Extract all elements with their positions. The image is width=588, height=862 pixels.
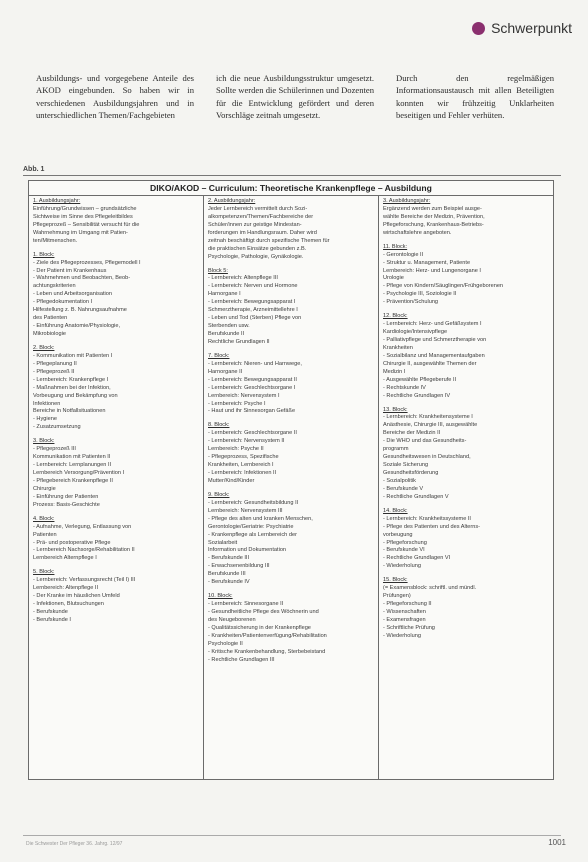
block-line: Gerontologie/Geriatrie: Psychiatrie [208,523,294,530]
block-line: - Hygiene [33,416,57,423]
block-line: - Lernbereich: Nervensystem II [208,438,285,445]
block-title: 1. Ausbildungsjahr: [33,198,81,204]
curriculum-block [208,492,374,587]
block-title: 2. Ausbildungsjahr: [208,198,256,204]
block-line: - Die WHO und das Gesundheits- [383,438,467,445]
block-line: alkompetenzen/Themen/Fachbereiche der [208,213,314,220]
block-line: - Lernbereich: Sinnesorgane II [208,601,284,608]
block-line: - Berufskunde III [208,555,250,562]
block-line: - Berufskunde VI [383,547,425,554]
block-line: Pflegeforschung, Krankenhaus-Betriebs- [383,221,484,228]
curriculum-block [208,268,374,347]
block-line: - Rechtliche Grundlagen V [383,493,449,500]
block-line: Prozess: Basis-Geschichte [33,501,100,508]
block-line: Bereiche in Notfallsituationen [33,408,106,415]
block-line: Medizin I [383,368,406,375]
block-title: 5. Block: [33,569,55,576]
block-line: - Maßnahmen bei der Infektion, [33,384,111,391]
curriculum-block [33,345,199,432]
block-line: wählte Bereiche der Medizin, Prävention, [383,213,485,220]
block-line: Lernbereich: Altenpflege II [33,585,98,592]
block-line: - Pflegeforschung II [383,601,432,608]
block-line: - Wissenschaften [383,609,426,615]
block-line: zeitnah beschäftigt durch spezifische Themen für [208,237,330,244]
block-line: - Leben und Arbeitsorganisation [33,291,112,298]
block-line: - Pflegeprozeß II [33,368,75,375]
block-line: - Ausgewählte Pflegeberufe II [383,376,457,383]
block-line: - Berufskunde I [33,616,71,623]
block-line: - Struktur u. Management, Patiente [383,259,471,266]
curriculum-block [383,313,549,400]
block-line: Schmerztherapie, Arzneimittellehre I [208,307,298,314]
block-title: 9. Block: [208,491,230,498]
block-line: - Pflegeprozess, Spezifische [208,454,279,461]
block-line: - Gerontologie II [383,251,424,258]
block-line: - Leben und Tod (Sterben) Pflege von [208,315,302,322]
block-line: - Krankenpflege als Lernbereich der [208,531,297,538]
block-line: - Einführung Anatomie/Physiologie, [33,323,121,330]
block-title: 14. Block: [383,507,408,514]
block-line: - Erwachsenenbildung III [208,563,270,570]
block-line: - Berufskunde V [383,485,424,492]
block-line: forderungen im Handlungsraum. Daher wird [208,229,317,236]
block-line: Chirurgie II, ausgewählte Themen der [383,360,477,367]
section-dot-icon [472,22,485,35]
block-line: Information und Dokumentation [208,547,287,554]
block-line: Anästhesie, Chirurgie III, ausgewählte [383,422,478,429]
block-line: des Patienten [33,315,68,322]
page-footer [26,838,566,847]
block-line: - Schriftliche Prüfung [383,624,435,631]
block-line: - Pflegeforschung [383,539,427,546]
block-line: Jeder Lernbereich vermittelt durch Sozi- [208,205,308,212]
block-line: - Pflegebereich Krankenpflege II [33,477,113,484]
curriculum-block [33,569,199,625]
column-year-1 [29,196,203,779]
block-line: Infektionen [33,400,61,407]
block-line: - Berufskunde [33,609,68,615]
block-title: 2. Block: [33,344,55,351]
journal-name: Die Schwester Der Pfleger 36. Jahrg. 12/97 [26,841,123,847]
column-year-3 [378,196,553,779]
curriculum-table [28,180,554,780]
block-line: Lernbereich: Nervensystem III [208,507,283,514]
block-line: Pflegeprozeß – Sensibilität versucht für die [33,221,140,228]
section-tag [472,20,572,36]
block-line: Urologie [383,275,404,282]
block-line: wirtschaftslehre angeboten. [383,229,452,236]
curriculum-block [383,244,549,308]
block-line: - Einführung der Patienten [33,493,99,500]
block-line: - Gesundheitliche Pflege des Wöchnerin und [208,609,319,615]
block-line: Sichtweise im Sinne des Pflegeleitbildes [33,213,133,220]
block-line: - Haut und ihr Sinnesorgan Gefäße [208,408,296,415]
block-line: - Pflege des alten und kranken Menschen, [208,515,313,522]
block-line: - Rechtliche Grundlagen III [208,656,275,663]
block-line: - Prävention/Schulung [383,299,439,306]
column-year-2 [203,196,378,779]
block-line: - Wiederholung [383,632,421,639]
block-line: Lernbereich Alternpflege I [33,555,97,562]
block-line: Chirurgie [33,485,56,492]
block-line: - Lernbereich: Krankheitssysteme II [383,515,471,522]
block-title: 4. Block: [33,515,55,522]
block-line: programm [383,446,409,453]
block-line: - Aufnahme, Verlegung, Entlassung von [33,523,132,530]
intro-column-1: Ausbildungs- und vorgegebene Anteile des AKOD eingebunden. So haben wir in verschiedenen Ausbildungsjahren und in unterschiedlichen Themen/Fachgebieten [36,73,194,121]
block-line: Vorbeugung und Bekämpfung von [33,392,118,399]
curriculum-block [208,353,374,417]
block-line: Mikrobiologie [33,331,66,337]
block-line: Lernbereich: Herz- und Lungenorgane I [383,267,481,274]
block-line: - Lernbereich: Geschlechtsorgane I [208,384,296,391]
curriculum-title: DIKO/AKOD – Curriculum: Theoretische Krankenpflege – Ausbildung [29,181,553,196]
block-line: Rechtliche Grundlagen II [208,338,270,345]
block-line: - Berufskunde IV [208,579,250,586]
curriculum-block [208,198,374,262]
curriculum-block [33,516,199,564]
block-line: Gesundheitswesen in Deutschland, [383,454,471,461]
block-line: - Rechtskunde IV [383,384,426,391]
block-line: Kardiologie/Intensivpflege [383,329,448,336]
block-line: - Lernbereich: Gesundheitsbildung II [208,499,299,506]
block-title: 11. Block: [383,243,408,250]
figure-label: Abb. 1 [23,166,45,173]
block-line: Einführung/Grundwissen – grundsätzliche [33,205,137,212]
intro-column-3: Durch den regelmäßigen Informationsaustausch mit allen Beteiligten konnten wir frühzeitig Unklarheiten beseitigen und Fehler verhüten. [396,73,554,121]
block-line: achtungskriterien [33,283,76,290]
block-line: - Pflegeplanung II [33,360,77,367]
intro-column-2: ich die neue Ausbildungsstruktur umgesetzt. Sollte werden die Schülerinnen und Dozenten für die Entwicklung gefördert und deren Vorschläge zeitnah umgesetzt. [216,73,374,121]
block-title: 7. Block: [208,352,230,359]
block-title: 10. Block: [208,593,233,600]
block-line: Berufskunde III [208,571,246,578]
block-line: - Kommunikation mit Patienten I [33,352,113,359]
block-line: - Wahrnehmen und Beobachten, Beob- [33,275,131,282]
block-line: - Lernbereich: Altenpflege III [208,275,278,282]
block-title: 13. Block: [383,406,408,413]
block-line: Harnorgane I [208,291,241,298]
block-title: 8. Block: [208,422,230,429]
block-line: Sozialarbeit [208,539,238,546]
block-line: - Lernbereich: Infektionen II [208,470,277,476]
block-line: - Lernbereich: Herz- und Gefäßsystem I [383,321,482,328]
block-line: - Examensfragen [383,616,426,623]
block-line: - Kritische Krankenbehandlung, Sterbebeistand [208,648,326,655]
block-line: - Lernbereich: Krankheitensysteme I [383,414,473,421]
block-line: - Lernbereich: Krankenpflege I [33,376,109,383]
block-line: Patienten [33,531,57,538]
block-line: - Lernbereich: Geschlechtsorgane II [208,430,297,437]
curriculum-block [383,508,549,572]
block-line: - Pflegedokumentation I [33,299,93,306]
curriculum-block [33,438,199,509]
block-line: - Lernbereich: Bewegungsapparat II [208,376,297,383]
block-line: ten/Mitmenschen. [33,237,78,244]
curriculum-block [383,577,549,641]
block-line: Mutter/Kind/Kinder [208,477,255,484]
block-title: 15. Block: [383,577,408,584]
block-line: - Lernbereich: Nerven und Hormone [208,283,298,290]
block-line: - Lernbereich: Bewegungsapparat I [208,299,296,306]
block-line: Kommunikation mit Patienten II [33,454,111,461]
block-line: Bereiche der Medizin II [383,430,441,437]
block-line: - Pflege von Kindern/Säuglingen/Frühgeborenen [383,283,504,290]
block-line: - Lernbereich Nachsorge/Rehabilitation II [33,547,135,554]
block-title: Block 5: [208,267,228,274]
block-line: Schüler/innen zur geistige Mindestan- [208,221,302,228]
curriculum-block [208,593,374,664]
block-line: - Rechtliche Grundlagen VI [383,555,451,562]
section-label: Schwerpunkt [491,20,572,36]
footer-rule [23,835,561,836]
curriculum-block [208,422,374,486]
block-line: - Lernbereich: Psyche I [208,400,266,407]
block-line: Lernbereich Versorgung/Prävention I [33,470,125,476]
block-line: - Palliativpflege und Schmerztherapie von [383,337,487,343]
intro-text [36,72,556,122]
block-line: Krankheiten, Lernbereich I [208,462,274,469]
block-line: - Lernbereich: Verfassungsrecht (Teil I) III [33,577,136,584]
block-line: Gesundheitsförderung [383,470,439,476]
block-line: Sterbenden usw. [208,323,250,330]
block-line: - Prä- und postoperative Pflege [33,539,111,546]
page-number: 1001 [548,838,566,847]
block-line: Lernbereich: Psyche II [208,446,264,453]
block-line: - Zusatzumsetzung [33,424,81,431]
curriculum-block [33,252,199,339]
block-line: Berufskunde II [208,331,245,337]
block-line: - Lernbereich: Lernplanungen II [33,462,112,469]
block-line: - Sozialbilanz und Managementaufgaben [383,352,485,359]
block-line: - Pflegeprozeß III [33,446,76,453]
block-title: 3. Block: [33,438,55,445]
block-line: Harnorgane II [208,368,243,375]
block-line: Psychologie, Pathologie, Gynäkologie. [208,253,304,260]
block-line: - Pflege des Patienten und des Alterns- [383,523,481,530]
block-title: 12. Block: [383,313,408,320]
block-line: - Der Kranke im häuslichen Umfeld [33,593,120,600]
block-line: Wahrnehmung im Umgang mit Patien- [33,229,128,236]
block-line: Prüfungen) [383,593,411,600]
block-line: Psychologie II [208,640,243,647]
block-line: Soziale Sicherung [383,462,429,469]
block-line: Lernbereich: Nervensystem I [208,392,280,399]
block-line: - Sozialpolitik [383,477,416,484]
block-line: - Der Patient im Krankenhaus [33,267,107,274]
block-line: - Wiederholung [383,563,421,570]
figure-rule [23,175,561,176]
block-line: - Ziele des Pflegeprozesses, Pflegemodell I [33,259,141,266]
block-line: - Qualitätssicherung in der Krankenpflege [208,624,311,631]
block-line: Hilfestellung z. B. Nahrungsaufnahme [33,307,127,314]
block-line: Ergänzend werden zum Beispiel ausge- [383,205,482,212]
block-line: - Krankheiten/Patientenverfügung/Rehabilitation [208,632,327,639]
block-line: die praktischen Einsätze gebunden z.B. [208,245,307,252]
block-line: des Neugeborenen [208,616,256,623]
block-line: - Psychologie III, Soziologie II [383,291,457,298]
curriculum-block [383,407,549,502]
block-line: - Rechtliche Grundlagen IV [383,392,451,399]
block-title: 3. Ausbildungsjahr: [383,198,431,204]
block-line: - Lernbereich: Nieren- und Harnwege, [208,360,302,367]
block-line: Krankheiten [383,344,413,351]
curriculum-block [383,198,549,238]
block-title: 1. Block: [33,251,55,258]
block-line: vorbeugung [383,531,413,538]
block-line: - Infektionen, Blutsuchungen [33,601,104,608]
block-line: (= Examensblock: schriftl. und mündl. [383,585,477,592]
curriculum-block [33,198,199,246]
